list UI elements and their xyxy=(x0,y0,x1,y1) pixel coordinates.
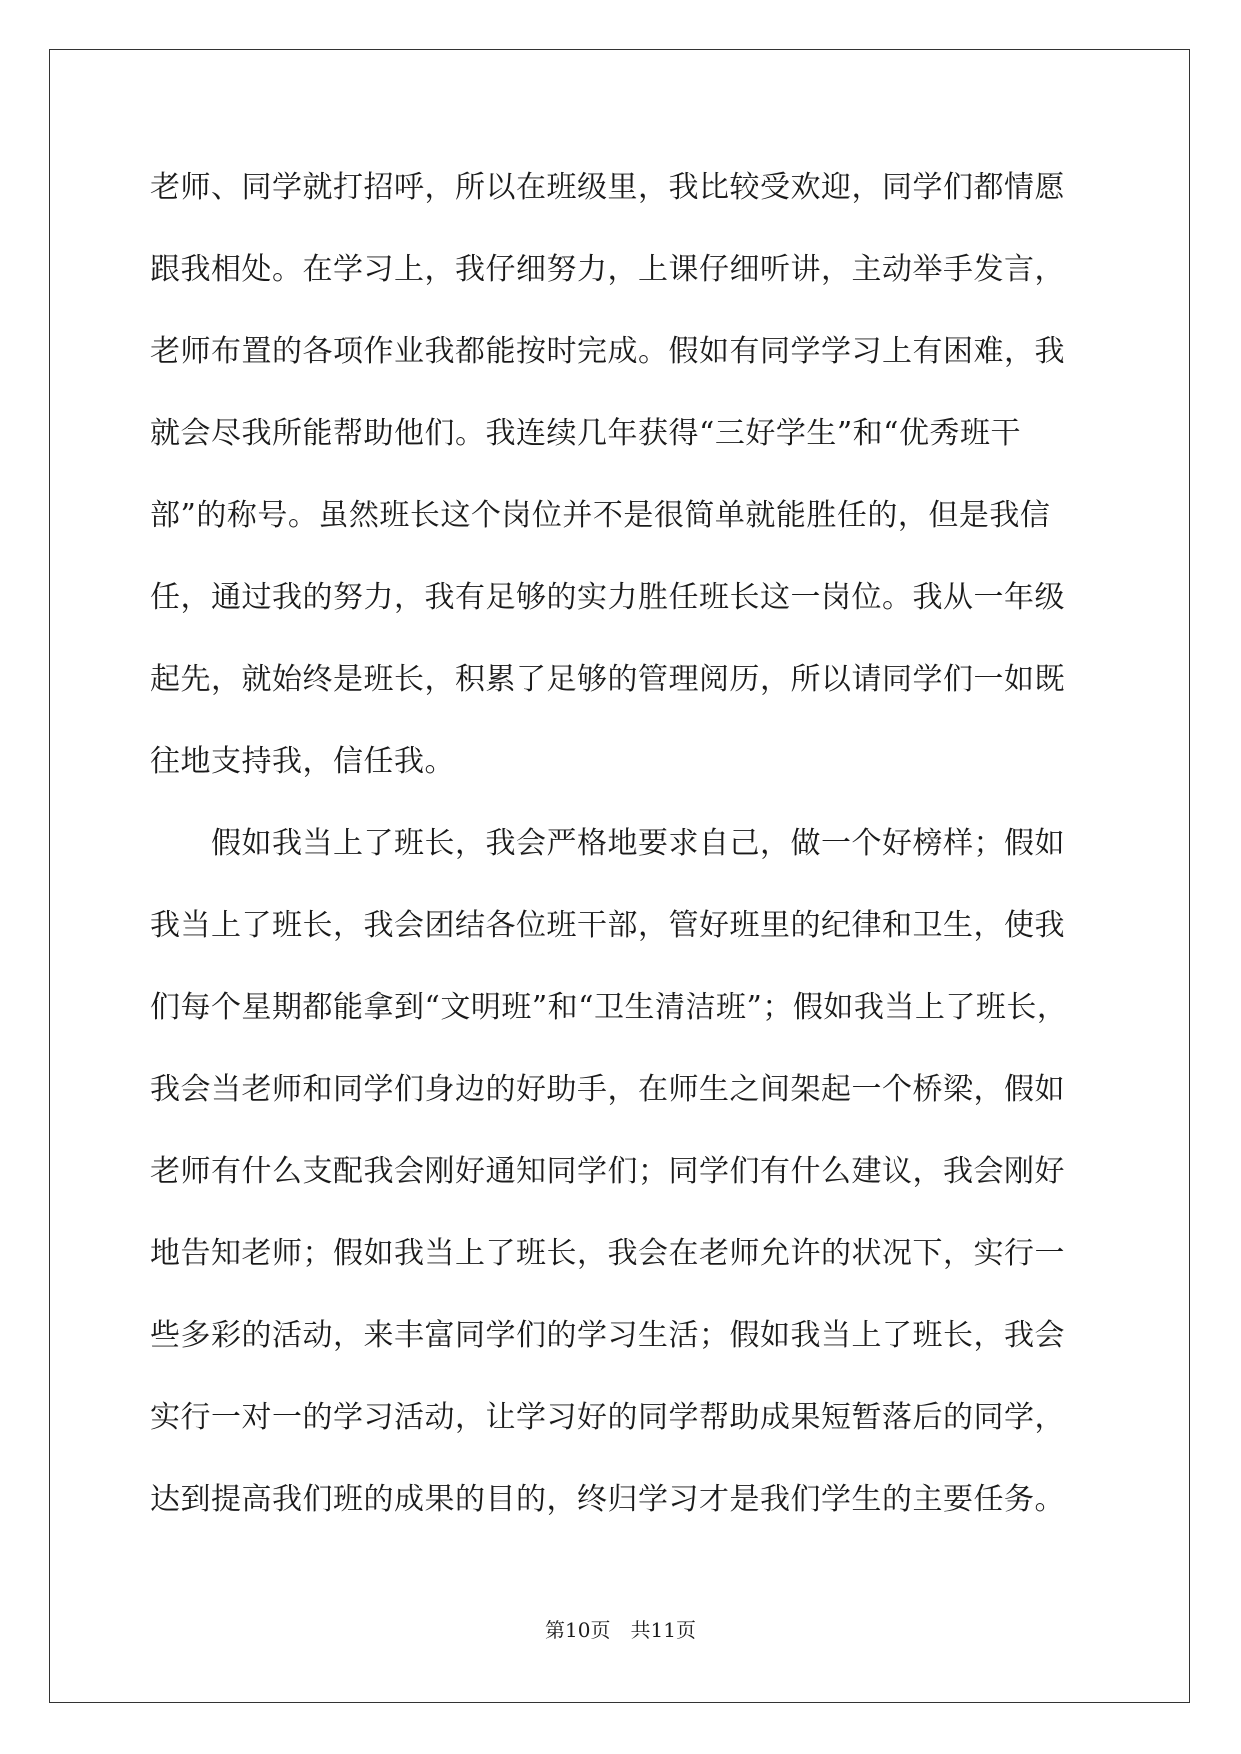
text-line: 往地支持我，信任我。 xyxy=(150,744,455,779)
text-line: 假如我当上了班长，我会严格地要求自己，做一个好榜样；假如 xyxy=(150,826,1065,861)
text-line: 达到提高我们班的成果的目的，终归学习才是我们学生的主要任务。 xyxy=(150,1482,1065,1517)
text-line: 任，通过我的努力，我有足够的实力胜任班长这一岗位。我从一年级 xyxy=(150,580,1065,615)
text-line: 跟我相处。在学习上，我仔细努力，上课仔细听讲，主动举手发言， xyxy=(150,252,1065,287)
document-body xyxy=(150,163,1090,1557)
page-number: 第10页 共11页 xyxy=(545,1618,696,1642)
text-line: 老师、同学就打招呼，所以在班级里，我比较受欢迎，同学们都情愿 xyxy=(150,170,1065,205)
text-line: 老师有什么支配我会刚好通知同学们；同学们有什么建议，我会刚好 xyxy=(150,1154,1065,1189)
text-line: 老师布置的各项作业我都能按时完成。假如有同学学习上有困难，我 xyxy=(150,334,1065,369)
text-line: 们每个星期都能拿到“文明班”和“卫生清洁班”；假如我当上了班长， xyxy=(150,990,1068,1025)
text-line: 起先，就始终是班长，积累了足够的管理阅历，所以请同学们一如既 xyxy=(150,662,1065,697)
text-line: 就会尽我所能帮助他们。我连续几年获得“三好学生”和“优秀班干 xyxy=(150,416,1022,451)
text-line: 我会当老师和同学们身边的好助手，在师生之间架起一个桥梁，假如 xyxy=(150,1072,1065,1107)
text-line: 些多彩的活动，来丰富同学们的学习生活；假如我当上了班长，我会 xyxy=(150,1318,1065,1353)
text-line: 部”的称号。虽然班长这个岗位并不是很简单就能胜任的，但是我信 xyxy=(150,498,1051,533)
text-line: 地告知老师；假如我当上了班长，我会在老师允许的状况下，实行一 xyxy=(150,1236,1065,1271)
text-line: 实行一对一的学习活动，让学习好的同学帮助成果短暂落后的同学， xyxy=(150,1400,1065,1435)
text-line: 我当上了班长，我会团结各位班干部，管好班里的纪律和卫生，使我 xyxy=(150,908,1065,943)
